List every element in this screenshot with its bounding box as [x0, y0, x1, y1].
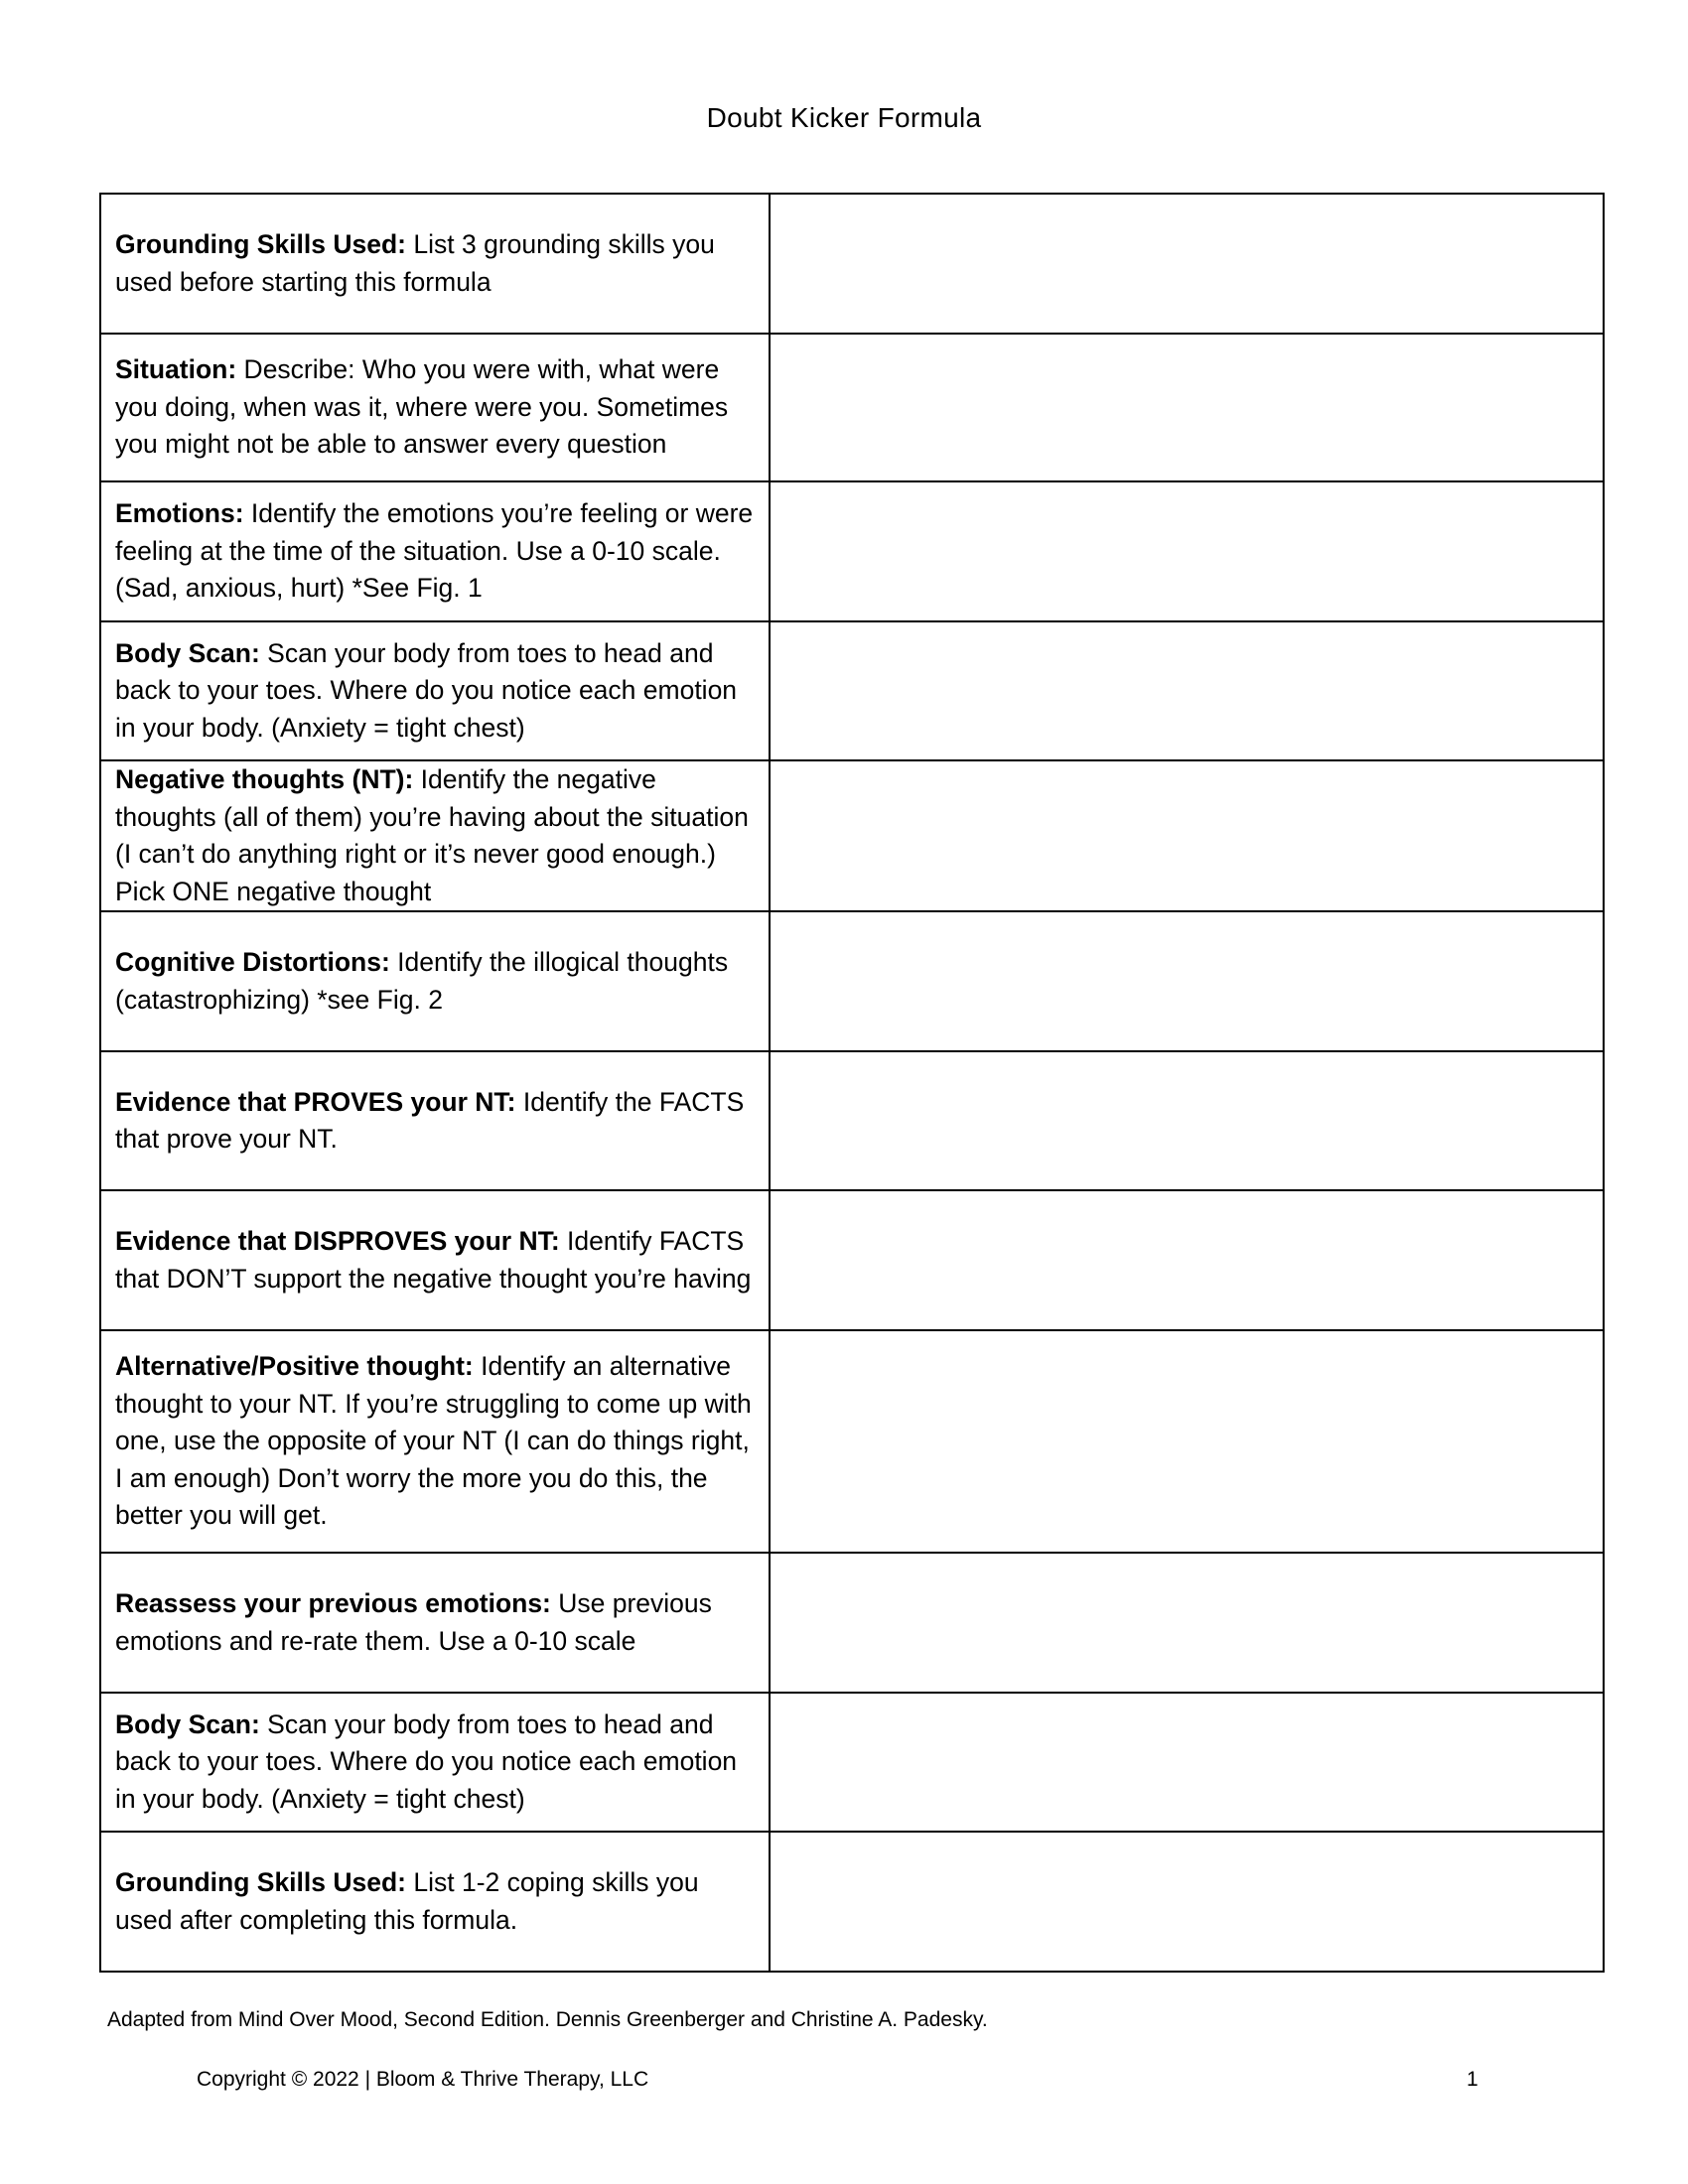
table-row [100, 1832, 1604, 1972]
prompt-text: Identify the illogical thoughts (catastrophizing) *see Fig. 2 [115, 947, 729, 1015]
table-row [100, 1553, 1604, 1693]
table-row [100, 1051, 1604, 1190]
prompt-cell [100, 1553, 770, 1693]
table-row [100, 334, 1604, 481]
prompt-label: Evidence that DISPROVES your NT: [115, 1226, 560, 1256]
prompt-cell [100, 1330, 770, 1553]
answer-cell[interactable] [770, 1832, 1604, 1972]
prompt-cell [100, 1051, 770, 1190]
prompt-label: Grounding Skills Used: [115, 229, 407, 259]
prompt-label: Negative thoughts (NT): [115, 764, 414, 794]
prompt-text: Identify the FACTS that prove your NT. [115, 1086, 745, 1154]
answer-cell[interactable] [770, 1553, 1604, 1693]
page-title: Doubt Kicker Formula [706, 102, 982, 133]
table-row [100, 1330, 1604, 1553]
table-row [100, 1693, 1604, 1832]
prompt-label: Body Scan: [115, 637, 260, 668]
prompt-text: Use previous emotions and re-rate them. Use a 0-10 scale [115, 1588, 712, 1656]
prompt-label: Body Scan: [115, 1708, 260, 1739]
prompt-label: Situation: [115, 354, 237, 385]
table-row [100, 1190, 1604, 1330]
prompt-text: Identify the negative thoughts (all of them) you’re having about the situation (I can’t do anything right or it’s never good enough.) Pick ONE negative thought [115, 764, 749, 906]
prompt-text: List 1-2 coping skills you used after completing this formula. [115, 1867, 699, 1935]
prompt-text: Identify FACTS that DON’T support the negative thought you’re having [115, 1226, 752, 1294]
prompt-label: Reassess your previous emotions: [115, 1588, 551, 1618]
prompt-cell [100, 334, 770, 481]
prompt-text: Identify the emotions you’re feeling or were feeling at the time of the situation. Use a 0-10 scale. (Sad, anxious, hurt) *See Fig. 1 [115, 498, 754, 604]
prompt-label: Grounding Skills Used: [115, 1867, 407, 1897]
prompt-cell [100, 621, 770, 760]
answer-cell[interactable] [770, 1051, 1604, 1190]
prompt-text: Scan your body from toes to head and back to your toes. Where do you notice each emotion in your body. (Anxiety = tight chest) [115, 637, 738, 743]
prompt-cell [100, 194, 770, 334]
prompt-text: Identify an alternative thought to your NT. If you’re struggling to come up with one, use the opposite of your NT (I can do things right, I am enough) Don’t worry the more you do this, the better you will get. [115, 1351, 752, 1531]
table-row [100, 194, 1604, 334]
page-number: 1 [1467, 2068, 1478, 2091]
answer-cell[interactable] [770, 1693, 1604, 1832]
answer-cell[interactable] [770, 194, 1604, 334]
answer-cell[interactable] [770, 621, 1604, 760]
prompt-label: Evidence that PROVES your NT: [115, 1086, 516, 1117]
prompt-cell [100, 481, 770, 621]
prompt-cell [100, 911, 770, 1051]
table-row [100, 760, 1604, 911]
footer-attribution: Adapted from Mind Over Mood, Second Edition. Dennis Greenberger and Christine A. Padesky. [107, 2008, 988, 2031]
footer-copyright: Copyright © 2022 | Bloom & Thrive Therapy, LLC [197, 2068, 649, 2091]
answer-cell[interactable] [770, 334, 1604, 481]
answer-cell[interactable] [770, 911, 1604, 1051]
table-row [100, 621, 1604, 760]
prompt-text: Scan your body from toes to head and back to your toes. Where do you notice each emotion in your body. (Anxiety = tight chest) [115, 1708, 738, 1814]
answer-cell[interactable] [770, 481, 1604, 621]
table-row [100, 911, 1604, 1051]
prompt-cell [100, 760, 770, 911]
prompt-label: Cognitive Distortions: [115, 947, 390, 977]
prompt-text: List 3 grounding skills you used before starting this formula [115, 229, 715, 297]
answer-cell[interactable] [770, 1190, 1604, 1330]
worksheet-table [99, 193, 1605, 1973]
prompt-cell [100, 1190, 770, 1330]
prompt-cell [100, 1832, 770, 1972]
prompt-label: Emotions: [115, 498, 244, 529]
table-row [100, 481, 1604, 621]
answer-cell[interactable] [770, 760, 1604, 911]
prompt-cell [100, 1693, 770, 1832]
prompt-text: Describe: Who you were with, what were you doing, when was it, where were you. Sometimes you might not be able to answer every question [115, 354, 729, 460]
answer-cell[interactable] [770, 1330, 1604, 1553]
prompt-label: Alternative/Positive thought: [115, 1351, 474, 1382]
